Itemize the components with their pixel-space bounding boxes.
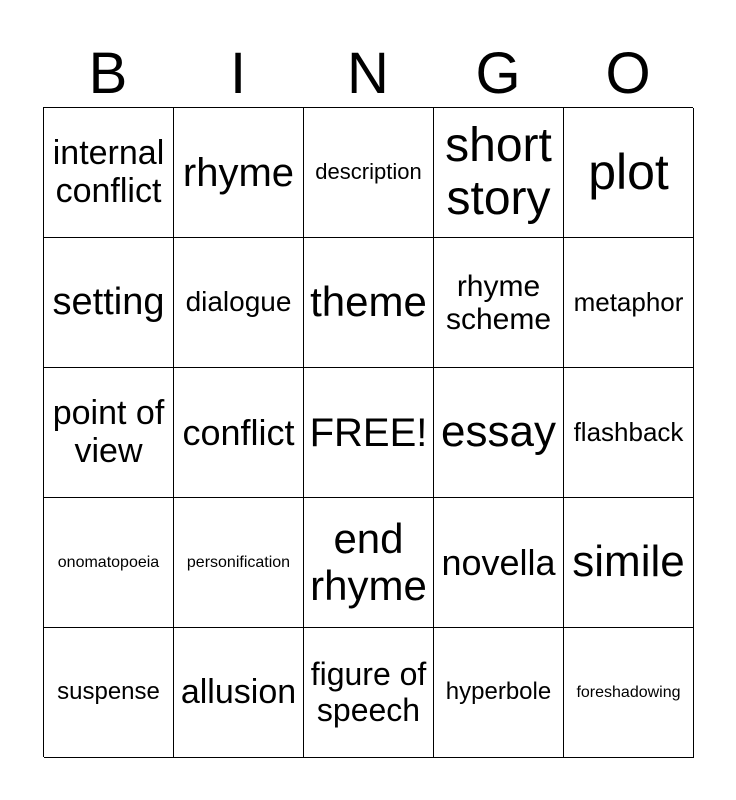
cell-label: flashback (573, 417, 684, 448)
cell-label: point of view (52, 394, 165, 470)
bingo-cell-free[interactable] (304, 368, 434, 498)
bingo-cell[interactable] (304, 628, 434, 758)
bingo-cell[interactable] (44, 628, 174, 758)
bingo-cell[interactable] (44, 108, 174, 238)
bingo-cell[interactable] (174, 108, 304, 238)
cell-label: simile (572, 537, 685, 587)
bingo-card-grid (43, 107, 693, 757)
cell-label: figure of speech (310, 656, 427, 728)
cell-label: dialogue (185, 286, 292, 318)
bingo-cell[interactable] (434, 108, 564, 238)
bingo-cell[interactable] (304, 498, 434, 628)
bingo-cell[interactable] (564, 238, 694, 368)
bingo-cell[interactable] (564, 108, 694, 238)
header-letter-i: I (229, 41, 247, 106)
header-letter-g: G (475, 41, 521, 106)
bingo-cell[interactable] (434, 368, 564, 498)
cell-label: setting (52, 280, 165, 323)
bingo-cell[interactable] (434, 238, 564, 368)
bingo-cell[interactable] (434, 628, 564, 758)
bingo-cell[interactable] (44, 368, 174, 498)
cell-label: internal conflict (52, 134, 165, 210)
cell-label: conflict (182, 411, 295, 453)
bingo-cell[interactable] (174, 498, 304, 628)
bingo-cell[interactable] (564, 628, 694, 758)
bingo-cell[interactable] (44, 498, 174, 628)
bingo-cell[interactable] (174, 628, 304, 758)
cell-label: allusion (180, 672, 297, 711)
bingo-cell[interactable] (304, 108, 434, 238)
cell-label: essay (441, 407, 556, 457)
bingo-cell[interactable] (434, 498, 564, 628)
bingo-cell[interactable] (174, 368, 304, 498)
cell-label: foreshadowing (576, 683, 681, 701)
header-letter-n: N (347, 41, 389, 106)
cell-label: personification (186, 553, 291, 571)
cell-label: onomatopoeia (57, 553, 160, 571)
cell-label: novella (441, 541, 556, 583)
cell-label: end rhyme (310, 515, 427, 609)
bingo-cell[interactable] (174, 238, 304, 368)
bingo-header (43, 40, 693, 108)
header-letter-o: O (605, 41, 651, 106)
header-letter-b: B (88, 41, 128, 106)
bingo-cell[interactable] (304, 238, 434, 368)
cell-label: theme (310, 278, 427, 326)
free-space-label: FREE! (309, 410, 428, 455)
cell-label: suspense (57, 678, 160, 706)
bingo-cell[interactable] (44, 238, 174, 368)
cell-label: description (315, 159, 422, 185)
cell-label: hyperbole (445, 678, 552, 706)
cell-label: rhyme scheme (445, 269, 552, 336)
cell-label: short story (445, 118, 552, 225)
bingo-cell[interactable] (564, 498, 694, 628)
cell-label: plot (588, 144, 669, 200)
bingo-cell[interactable] (564, 368, 694, 498)
cell-label: metaphor (573, 287, 684, 318)
cell-label: rhyme (182, 150, 295, 195)
